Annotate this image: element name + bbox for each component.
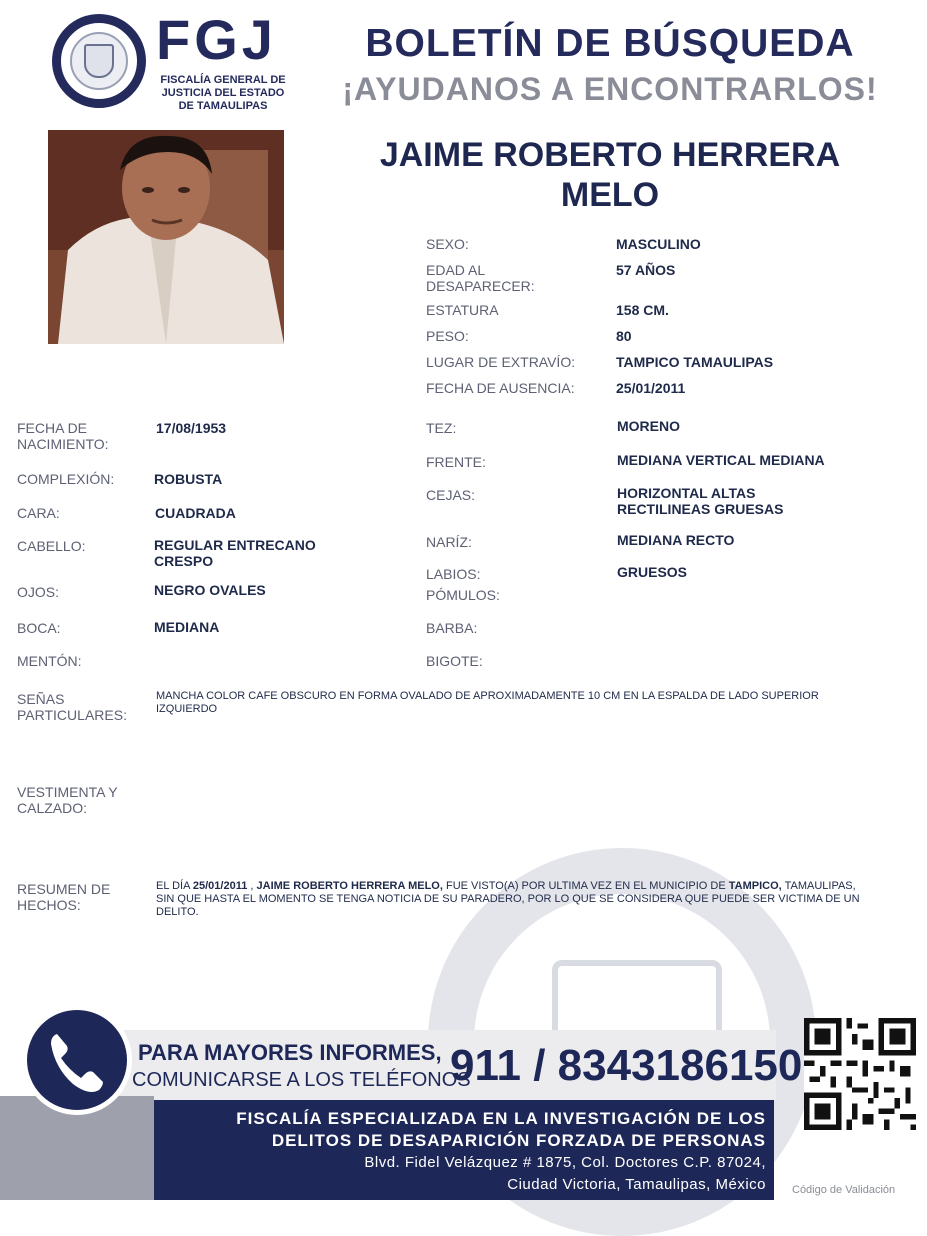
resumen-value: EL DÍA 25/01/2011 , JAIME ROBERTO HERRERA MELO, FUE VISTO(A) POR ULTIMA VEZ EN EL MUNICIPIO DE TAMPICO, TAMAULIPAS, SIN QUE HASTA EL MOMENTO SE TENGA NOTICIA DE SU PARADERO, POR LO QUE SE CONSIDERA QUE PUEDE SER VICTIMA DE UN DELITO. <box>156 880 860 918</box>
field-value-ojos: NEGRO OVALES <box>154 582 266 598</box>
field-value-lugar: TAMPICO TAMAULIPAS <box>616 354 774 370</box>
field-label-pomulos: PÓMULOS: <box>426 587 500 603</box>
senas-value: MANCHA COLOR CAFE OBSCURO EN FORMA OVALADO DE APROXIMADAMENTE 10 CM EN LA ESPALDA DE LADO SUPERIOR IZQUIERDO <box>156 690 819 715</box>
field-label-boca: BOCA: <box>17 620 61 636</box>
field-label-cabello: CABELLO: <box>17 538 86 554</box>
field-label-menton: MENTÓN: <box>17 653 82 669</box>
field-label-complexion: COMPLEXIÓN: <box>17 471 115 487</box>
qr-code-graphic <box>804 1018 916 1130</box>
bulletin-title: BOLETÍN DE BÚSQUEDA <box>365 22 855 65</box>
senas-label: SEÑAS PARTICULARES: <box>17 691 127 723</box>
field-label-frente: FRENTE: <box>426 454 486 470</box>
field-label-lugar: LUGAR DE EXTRAVÍO: <box>426 354 576 370</box>
field-value-cara: CUADRADA <box>155 505 236 521</box>
field-label-nacimiento: FECHA DE NACIMIENTO: <box>17 420 109 452</box>
info-heading: PARA MAYORES INFORMES, <box>138 1040 442 1065</box>
portrait-illustration <box>48 130 284 344</box>
field-label-cara: CARA: <box>17 505 60 521</box>
field-label-estatura: ESTATURA <box>426 302 499 318</box>
field-value-boca: MEDIANA <box>154 619 220 635</box>
person-photo <box>48 130 284 344</box>
field-value-edad: 57 AÑOS <box>616 262 676 278</box>
phone-icon <box>22 1005 132 1115</box>
field-value-cabello: REGULAR ENTRECANO CRESPO <box>154 537 316 569</box>
field-value-tez: MORENO <box>617 418 680 434</box>
field-label-labios: LABIOS: <box>426 566 481 582</box>
field-value-peso: 80 <box>616 328 632 344</box>
field-label-ojos: OJOS: <box>17 584 60 600</box>
phone-glyph <box>27 1010 127 1110</box>
person-name: JAIME ROBERTO HERRERA MELO <box>379 136 841 214</box>
bulletin-subtitle: ¡AYUDANOS A ENCONTRARLOS! <box>342 71 878 107</box>
field-value-nariz: MEDIANA RECTO <box>617 532 735 548</box>
field-label-sexo: SEXO: <box>426 236 469 252</box>
field-label-nariz: NARÍZ: <box>426 534 472 550</box>
field-label-bigote: BIGOTE: <box>426 653 483 669</box>
field-value-sexo: MASCULINO <box>616 236 701 252</box>
field-label-fecha-ausencia: FECHA DE AUSENCIA: <box>426 380 575 396</box>
field-value-fecha-ausencia: 25/01/2011 <box>616 380 686 396</box>
field-value-cejas: HORIZONTAL ALTAS RECTILINEAS GRUESAS <box>617 485 784 517</box>
qr-code-icon[interactable] <box>804 1018 916 1130</box>
fiscalia-address: Blvd. Fidel Velázquez # 1875, Col. Doctores C.P. 87024, Ciudad Victoria, Tamaulipas, México <box>364 1154 766 1193</box>
resumen-label: RESUMEN DE HECHOS: <box>17 881 111 913</box>
field-label-barba: BARBA: <box>426 620 478 636</box>
validation-code-label: Código de Validación <box>792 1184 896 1196</box>
org-short-name: FGJ <box>156 8 277 71</box>
field-label-cejas: CEJAS: <box>426 487 476 503</box>
fiscalia-name: FISCALÍA ESPECIALIZADA EN LA INVESTIGACIÓN DE LOS DELITOS DE DESAPARICIÓN FORZADA DE PERSONAS <box>236 1109 766 1150</box>
field-label-tez: TEZ: <box>426 420 457 436</box>
org-full-name: FISCALÍA GENERAL DE JUSTICIA DEL ESTADO DE TAMAULIPAS <box>160 74 286 112</box>
info-subheading: COMUNICARSE A LOS TELÉFONOS <box>132 1069 471 1091</box>
field-value-complexion: ROBUSTA <box>154 471 223 487</box>
field-value-nacimiento: 17/08/1953 <box>156 420 227 436</box>
field-label-edad: EDAD AL DESAPARECER: <box>426 262 535 294</box>
field-label-peso: PESO: <box>426 328 469 344</box>
field-value-estatura: 158 CM. <box>616 302 669 318</box>
vestimenta-label: VESTIMENTA Y CALZADO: <box>17 784 118 816</box>
field-value-labios: GRUESOS <box>617 564 688 580</box>
field-value-frente: MEDIANA VERTICAL MEDIANA <box>617 452 825 468</box>
seal-shield-icon <box>84 44 114 78</box>
contact-phone-numbers[interactable]: 911 / 8343186150 <box>450 1041 803 1090</box>
